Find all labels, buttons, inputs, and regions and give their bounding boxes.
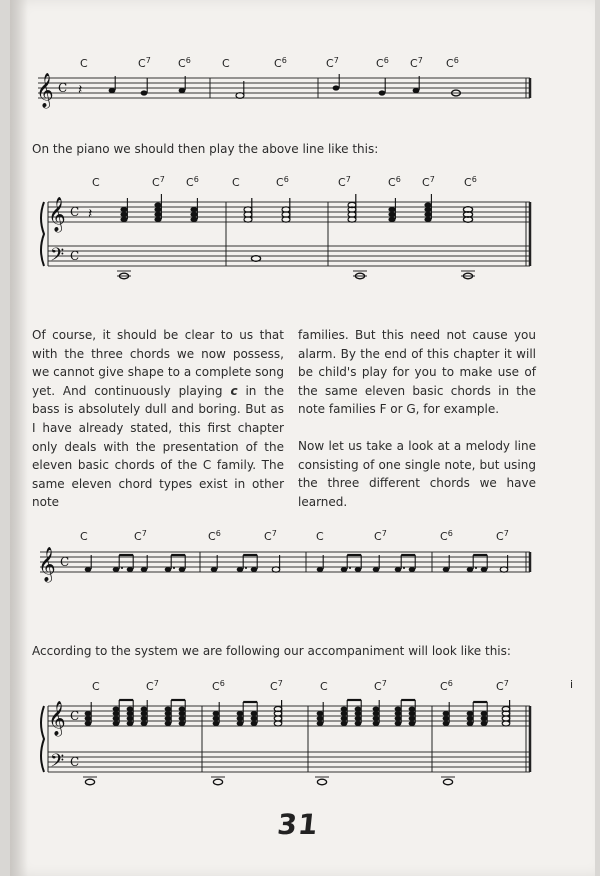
chord-symbol: $C^7$: [138, 56, 151, 70]
bass-clef-icon: 𝄢: [50, 245, 65, 270]
chord-symbol: C: [316, 530, 324, 543]
chord-clusters: [120, 194, 472, 222]
chord-symbol: $C^6$: [276, 175, 289, 189]
chord-symbol: $C^7$: [496, 529, 509, 543]
chord-symbol: $C^7$: [134, 529, 147, 543]
paragraph: families. But this need not cause you alarm. By the end of this chapter it will be child's play for you to make use of the same eleven basic chords in the note families F or G, for example.: [298, 328, 536, 417]
page-number: 31: [275, 808, 321, 841]
system4-chord-symbols: [92, 679, 509, 693]
chord-symbol: $C^7$: [422, 175, 435, 189]
bass-whole-notes: [117, 256, 475, 279]
time-signature: C: [70, 755, 80, 769]
system2-chord-symbols: [92, 175, 477, 189]
bass-clef-icon: 𝄢: [50, 751, 65, 776]
book-page: [10, 0, 595, 876]
chord-symbol: $C^6$: [388, 175, 401, 189]
chord-symbol: $C^7$: [146, 679, 159, 693]
music-system-1: [30, 56, 590, 116]
text-column-right: [298, 326, 536, 511]
time-signature: C: [70, 205, 80, 219]
chord-symbol: C: [80, 530, 88, 543]
chord-symbol: C: [222, 57, 230, 70]
chord-symbol: $C^7$: [264, 529, 277, 543]
grand-staff: [41, 706, 530, 772]
chord-symbol: $C^6$: [178, 56, 191, 70]
time-signature: C: [58, 81, 68, 95]
paragraph: Now let us take a look at a melody line consisting of one single note, but using the three different chords we have learned.: [298, 438, 536, 509]
music-system-4: [30, 676, 590, 796]
chord-symbol: $C^7$: [152, 175, 165, 189]
chord-symbol: $C^6$: [464, 175, 477, 189]
treble-clef-icon: 𝄞: [38, 547, 56, 582]
music-system-3: [30, 526, 590, 586]
chord-symbol: $C^7$: [496, 679, 509, 693]
chord-symbol: $C^7$: [338, 175, 351, 189]
chord-symbol: $C^7$: [374, 679, 387, 693]
music-system-2: [30, 172, 590, 282]
time-signature: C: [70, 249, 80, 263]
accompaniment-intro-text: According to the system we are following our accompaniment will look like this:: [32, 644, 511, 658]
chord-symbol: $C^6$: [440, 679, 453, 693]
time-signature: C: [70, 709, 80, 723]
paragraph: Of course, it should be clear to us that with the three chords we now possess, we cannot give shape to a complete song yet. And continuously playing c in the bass is absolutely dull and boring. But as I have already stated, this first chapter only deals with the presentation of the eleven basic chords of the C family. The same eleven chord types exist in other note: [32, 328, 284, 510]
chord-symbol: $C^6$: [274, 56, 287, 70]
chord-symbol: C: [232, 176, 240, 189]
chord-symbol: $C^6$: [186, 175, 199, 189]
time-signature: C: [60, 555, 70, 569]
treble-clef-icon: 𝄞: [48, 701, 66, 736]
chord-symbol: $C^6$: [446, 56, 459, 70]
bass-whole-notes: [83, 777, 455, 785]
margin-marker: i: [570, 678, 574, 691]
chord-symbol: $C^7$: [326, 56, 339, 70]
chord-symbol: C: [80, 57, 88, 70]
chord-symbol: $C^7$: [374, 529, 387, 543]
melody-notes: [85, 555, 508, 572]
chord-symbol: C: [92, 176, 100, 189]
quarter-rest-icon: 𝄽: [78, 82, 83, 98]
chord-symbol: $C^6$: [376, 56, 389, 70]
treble-clef-icon: 𝄞: [36, 73, 54, 108]
chord-symbol: $C^7$: [410, 56, 423, 70]
chord-symbol: $C^6$: [212, 679, 225, 693]
quarter-rest-icon: 𝄽: [88, 206, 93, 222]
chord-symbol: $C^6$: [440, 529, 453, 543]
system3-chord-symbols: [80, 529, 509, 543]
piano-intro-text: On the piano we should then play the above line like this:: [32, 142, 379, 156]
system1-chord-symbols: [80, 56, 459, 70]
treble-clef-icon: 𝄞: [48, 197, 66, 232]
chord-symbol: C: [92, 680, 100, 693]
chord-symbol: $C^7$: [270, 679, 283, 693]
page-binding-shadow: [10, 0, 28, 876]
chord-symbol: C: [320, 680, 328, 693]
accompaniment-chords: [85, 700, 510, 726]
chord-symbol: $C^6$: [208, 529, 221, 543]
text-column-left: [32, 326, 284, 512]
